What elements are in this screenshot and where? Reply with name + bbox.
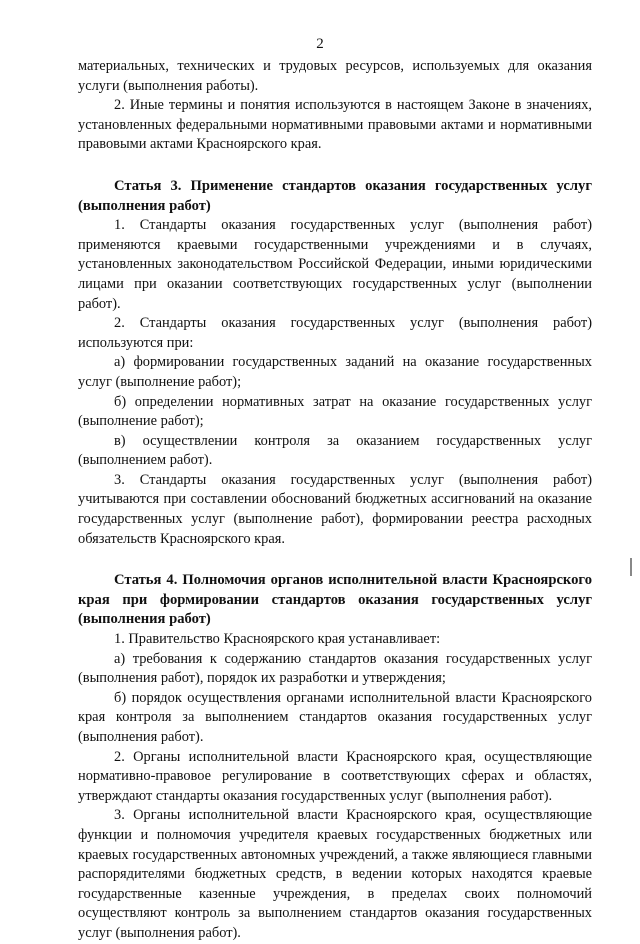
article-3-item-c: в) осуществлении контроля за оказанием государственных услуг (выполнением работ).	[78, 432, 592, 469]
article-4-paragraph-2: 2. Органы исполнительной власти Красноярского края, осуществляющие нормативно-правовое регулирование в соответствующих сферах и областях, утверждают стандарты оказания государственных услуг (выполнения работ).	[78, 748, 592, 804]
article-4-item-a: а) требования к содержанию стандартов оказания государственных услуг (выполнения работ), порядок их разработки и утверждения;	[78, 650, 592, 687]
article-4-item-b: б) порядок осуществления органами исполнительной власти Красноярского края контроля за выполнением стандартов оказания государственных услуг (выполнения работ).	[78, 689, 592, 745]
intro-paragraph-continued: материальных, технических и трудовых ресурсов, используемых для оказания услуги (выполнения работы).	[78, 58, 592, 94]
article-4-paragraph-1: 1. Правительство Красноярского края устанавливает:	[114, 631, 441, 648]
document-body	[78, 57, 592, 944]
article-4	[78, 571, 592, 943]
article-4-title: Статья 4. Полномочия органов исполнительной власти Красноярского края при формировании стандартов оказания государственных услуг (выполнения работ)	[78, 572, 592, 628]
article-3-item-b: б) определении нормативных затрат на оказание государственных услуг (выполнение работ);	[78, 393, 592, 430]
article-3-item-a: а) формировании государственных заданий на оказание государственных услуг (выполнение работ);	[78, 354, 592, 390]
article-3-paragraph-3: 3. Стандарты оказания государственных услуг (выполнения работ) учитываются при составлении обоснований бюджетных ассигнований на оказание государственных услуг (выполнение работ), формировании реестра расходных обязательств Красноярского края.	[78, 471, 592, 547]
article-3-title: Статья 3. Применение стандартов оказания государственных услуг (выполнения работ)	[78, 177, 592, 214]
article-3	[78, 177, 592, 549]
intro-paragraph-2: 2. Иные термины и понятия используются в настоящем Законе в значениях, установленных федеральными нормативными правовыми актами и нормативными правовыми актами Красноярского края.	[78, 97, 592, 153]
article-3-paragraph-1: 1. Стандарты оказания государственных услуг (выполнения работ) применяются краевыми государственными учреждениями и в случаях, установленных законодательством Российской Федерации, иными юридическими лицами при оказании соответствующих государственных услуг (выполнении работ).	[78, 217, 592, 312]
article-4-paragraph-3: 3. Органы исполнительной власти Красноярского края, осуществляющие функции и полномочия учредителя краевых государственных бюджетных или краевых государственных автономных учреждений, а также являющиеся главными распорядителями бюджетных средств, в ведении которых находятся краевые государственные казенные учреждения, в пределах своих полномочий осуществляют контроль за выполнением стандартов оказания государственных услуг (выполнения работ).	[78, 807, 592, 941]
article-3-paragraph-2: 2. Стандарты оказания государственных услуг (выполнения работ) используются при:	[78, 315, 592, 351]
page-number: 2	[316, 36, 324, 52]
scan-edge-mark	[630, 558, 632, 576]
